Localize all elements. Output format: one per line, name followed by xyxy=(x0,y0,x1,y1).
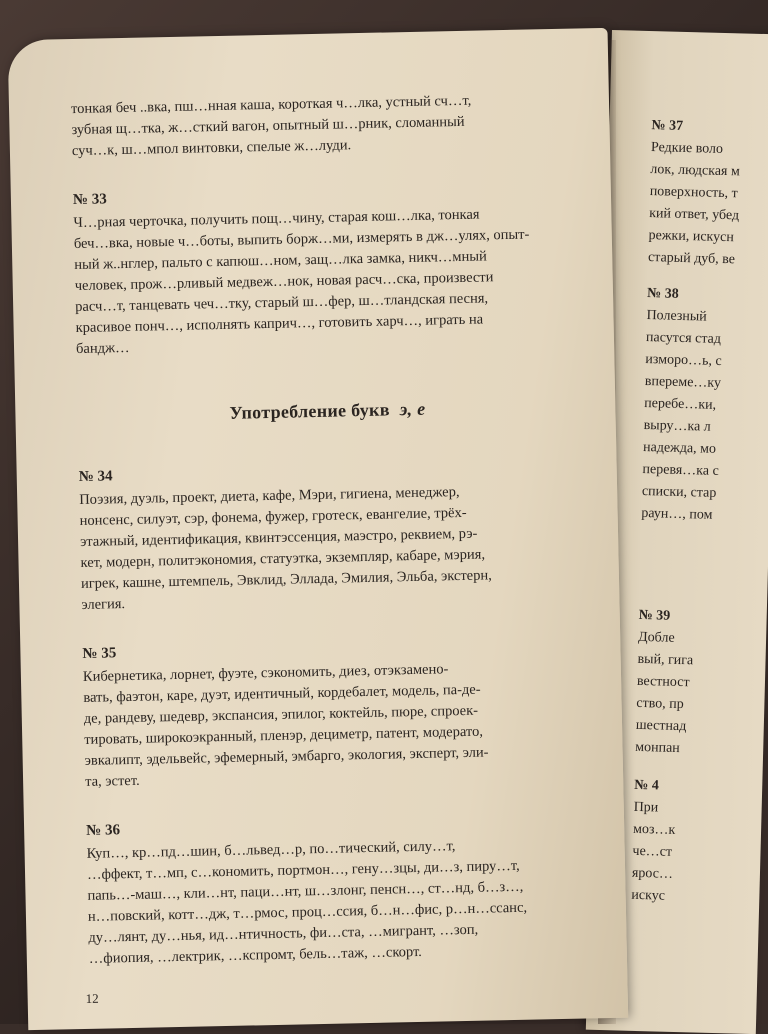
exercise-line: ство, пр xyxy=(636,695,684,713)
text-line: игрек, кашне, штемпель, Эвклид, Эллада, Эмилия, Эльба, экстерн, xyxy=(80,567,492,592)
section-title xyxy=(77,396,577,427)
exercise-line: перебе…ки, xyxy=(644,395,717,413)
text-line: красивое понч…, исполнять каприч…, готовить харч…, играть на xyxy=(75,311,484,337)
text-line: расч…т, танцевать чеч…тку, старый ш…фер, ш…тландская песня, xyxy=(75,290,489,316)
exercise-number: № 34 xyxy=(78,468,113,485)
exercise-line: списки, стар xyxy=(641,483,717,501)
exercise-36 xyxy=(86,810,589,969)
exercise-line: режки, искусн xyxy=(648,228,735,246)
exercise-line: моз…к xyxy=(632,821,676,838)
exercise-line: лок, людская м xyxy=(650,162,740,180)
exercise-line: поверхность, т xyxy=(649,184,738,202)
exercise-number: № 33 xyxy=(72,191,107,209)
text-line: зубная щ…тка, ж…сткий вагон, опытный ш…рник, сломанный xyxy=(71,113,465,139)
text-line: Ч…рная черточка, получить пощ…чину, старая кош…лка, тонкая xyxy=(73,206,480,232)
exercise-line: кий ответ, убед xyxy=(649,206,740,224)
section-title-text: Употребление букв xyxy=(229,399,390,423)
exercise-line: пасутся стад xyxy=(645,329,722,347)
exercise-line: искус xyxy=(631,887,666,904)
text-line: тировать, широкоэкранный, пленэр, дециметр, патент, модерато, xyxy=(84,723,484,748)
exercise-line: изморо…ь, с xyxy=(645,351,722,369)
exercise-line: выру…ка л xyxy=(643,417,711,435)
text-line: ду…лянт, ду…нья, ид…нтичность, фи…ста, …мигрант, …зоп, xyxy=(88,921,479,946)
exercise-34 xyxy=(79,457,582,616)
exercise-line: При xyxy=(633,799,659,816)
exercise-38 xyxy=(641,283,768,528)
left-page-content xyxy=(71,89,589,970)
exercise-line: че…ст xyxy=(632,843,673,860)
text-line: человек, прож…рливый медвеж…нок, новая расч…ска, произвести xyxy=(74,269,494,295)
left-page xyxy=(8,28,629,1030)
text-line: Кибернетика, лорнет, фуэте, сэкономить, диез, отэкзамено- xyxy=(82,661,449,685)
exercise-37 xyxy=(648,115,768,272)
exercise-line: Редкие воло xyxy=(650,140,724,157)
exercise-line: старый дуб, ве xyxy=(647,250,736,268)
text-line: тонкая беч ..вка, пш…нная каша, короткая ч…лка, устный сч…т, xyxy=(70,92,472,118)
exercise-line: шестнад xyxy=(635,717,687,735)
section-title-letters: э, е xyxy=(399,398,426,420)
right-page-content xyxy=(631,115,768,910)
exercise-35 xyxy=(82,633,585,792)
exercise-number: № 35 xyxy=(82,645,117,662)
exercise-line: вестност xyxy=(636,673,690,691)
text-line: эвкалипт, эдельвейс, эфемерный, эмбарго, экология, эксперт, эли- xyxy=(84,744,489,769)
page-number: 12 xyxy=(85,990,99,1006)
exercise-line: надежда, мо xyxy=(642,439,717,457)
text-line: де, рандеву, шедевр, экспансия, эпилог, коктейль, пюре, спроек- xyxy=(83,702,479,727)
text-line: ный ж..нглер, пальто с капюш…ном, защ…лка замка, никч…мный xyxy=(74,248,487,274)
exercise-39 xyxy=(635,605,768,762)
text-line: бандж… xyxy=(75,339,130,358)
text-line: элегия. xyxy=(81,596,126,613)
text-line: нонсенс, силуэт, сэр, фонема, фужер, гротеск, евангелие, трёх- xyxy=(79,504,467,529)
exercise-line: ярос… xyxy=(631,865,674,882)
exercise-line: Полезный xyxy=(646,308,707,325)
continuation-text xyxy=(71,89,572,162)
text-line: та, эстет. xyxy=(84,772,140,790)
exercise-number: № 38 xyxy=(646,286,679,302)
text-line: Куп…, кр…пд…шин, б…львед…р, по…тический, силу…т, xyxy=(86,838,456,862)
exercise-number: № 36 xyxy=(85,822,121,839)
text-line: беч…вка, новые ч…боты, выпить борж…ми, измерять в дж…улях, опыт- xyxy=(73,226,530,253)
text-line: папь…-маш…, кли…нт, паци…нт, ш…злонг, пенсн…, ст…нд, б…з…, xyxy=(87,878,524,904)
exercise-line: впереме…ку xyxy=(644,373,722,391)
text-line: суч…к, ш…мпол винтовки, спелые ж…луди. xyxy=(71,137,352,160)
text-line: Поэзия, дуэль, проект, диета, кафе, Мэри, гигиена, менеджер, xyxy=(79,484,460,508)
text-line: этажный, идентификация, квинтэссенция, маэстро, реквием, рэ- xyxy=(79,525,478,550)
exercise-40 xyxy=(631,775,764,910)
text-line: н…повский, котт…дж, т…рмос, проц…ссия, б…н…фис, р…н…ссанс, xyxy=(87,899,528,925)
exercise-line: вый, гига xyxy=(637,651,694,669)
exercise-number: № 4 xyxy=(634,777,660,794)
text-line: …ффект, т…мп, с…кономить, портмон…, гену…зцы, ди…з, пиру…т, xyxy=(86,857,520,883)
text-line: кет, модерн, политэкономия, статуэтка, экземпляр, кабаре, мэрия, xyxy=(80,546,486,571)
exercise-line: Добле xyxy=(637,629,675,646)
exercise-33 xyxy=(73,180,576,360)
exercise-line: монпан xyxy=(635,739,680,757)
exercise-line: перевя…ка с xyxy=(642,461,719,479)
exercise-number: № 37 xyxy=(651,118,684,134)
exercise-line: раун…, пом xyxy=(641,505,713,523)
exercise-number: № 39 xyxy=(638,607,671,624)
text-line: …фиопия, …лектрик, …кспромт, бель…таж, …скорт. xyxy=(88,943,423,967)
text-line: вать, фаэтон, каре, дуэт, идентичный, кордебалет, модель, па-де- xyxy=(83,681,481,706)
